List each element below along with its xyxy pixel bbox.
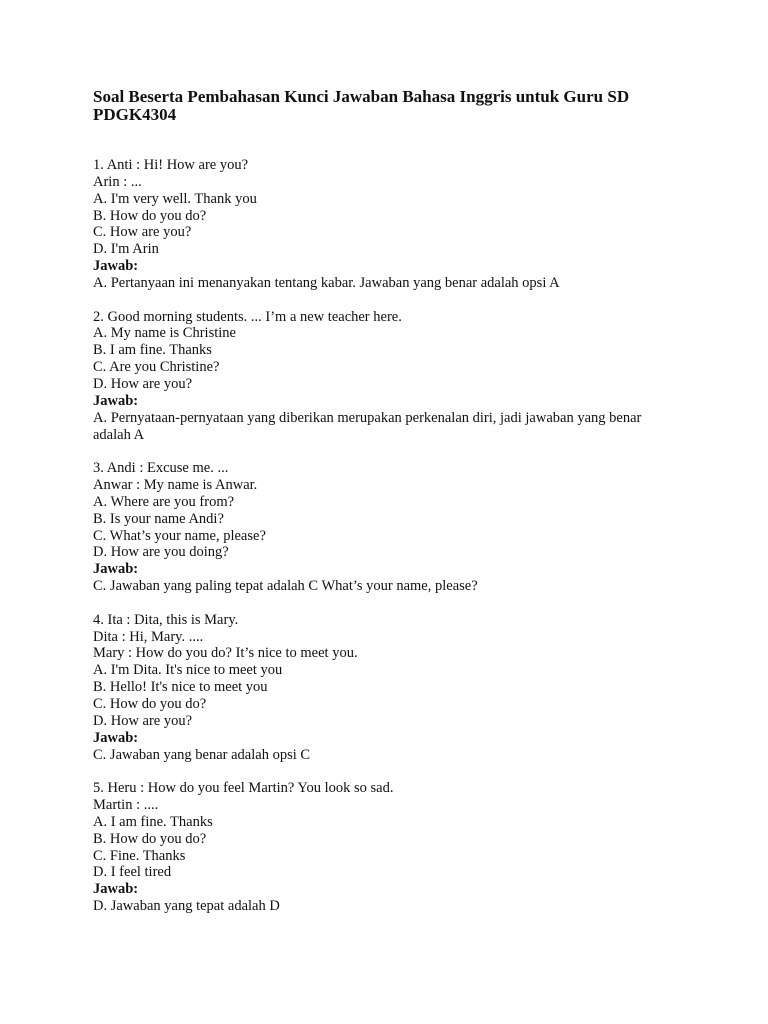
question-line: D. How are you doing? xyxy=(93,544,229,561)
question-line: B. How do you do? xyxy=(93,830,207,847)
answer-label: Jawab: xyxy=(93,258,139,275)
question-text: 5. Heru : How do you feel Martin? You look so sad. xyxy=(93,780,394,797)
answer-text: C. Jawaban yang paling tepat adalah C What’s your name, please? xyxy=(93,578,478,595)
questions-list xyxy=(93,157,653,932)
question-line: B. How do you do? xyxy=(93,207,207,224)
question-text: 4. Ita : Dita, this is Mary. xyxy=(93,611,239,628)
question-text: 2. Good morning students. ... I’m a new teacher here. xyxy=(93,308,402,325)
question-text: 3. Andi : Excuse me. ... xyxy=(93,460,229,477)
question-line: Arin : ... xyxy=(93,173,142,190)
question-5 xyxy=(93,780,653,915)
question-1 xyxy=(93,157,653,292)
question-line: B. Is your name Andi? xyxy=(93,510,224,527)
question-line: B. Hello! It's nice to meet you xyxy=(93,679,268,696)
question-line: Anwar : My name is Anwar. xyxy=(93,477,258,494)
answer-text: A. Pertanyaan ini menanyakan tentang kabar. Jawaban yang benar adalah opsi A xyxy=(93,274,560,291)
question-line: A. I'm very well. Thank you xyxy=(93,190,257,207)
question-3 xyxy=(93,460,653,595)
answer-label: Jawab: xyxy=(93,881,139,898)
answer-label: Jawab: xyxy=(93,392,139,409)
question-line: D. I'm Arin xyxy=(93,241,159,258)
answer-text: C. Jawaban yang benar adalah opsi C xyxy=(93,746,311,763)
question-line: C. Fine. Thanks xyxy=(93,847,186,864)
question-line: C. How are you? xyxy=(93,224,192,241)
question-line: A. I'm Dita. It's nice to meet you xyxy=(93,662,283,679)
answer-text: D. Jawaban yang tepat adalah D xyxy=(93,898,280,915)
question-line: C. What’s your name, please? xyxy=(93,527,266,544)
question-line: A. I am fine. Thanks xyxy=(93,813,213,830)
question-2 xyxy=(93,309,653,444)
question-4 xyxy=(93,612,653,764)
question-line: C. Are you Christine? xyxy=(93,359,220,376)
answer-label: Jawab: xyxy=(93,561,139,578)
question-text: 1. Anti : Hi! How are you? xyxy=(93,157,249,173)
question-line: Martin : .... xyxy=(93,797,159,814)
question-line: B. I am fine. Thanks xyxy=(93,342,212,359)
question-line: D. I feel tired xyxy=(93,864,172,881)
answer-label: Jawab: xyxy=(93,729,139,746)
question-line: C. How do you do? xyxy=(93,696,207,712)
question-line: A. My name is Christine xyxy=(93,325,236,342)
question-line: D. How are you? xyxy=(93,375,193,392)
question-line: Dita : Hi, Mary. .... xyxy=(93,628,204,645)
question-line: D. How are you? xyxy=(93,712,193,729)
answer-text: A. Pernyataan-pernyataan yang diberikan merupakan perkenalan diri, jadi jawaban yang benar adalah A xyxy=(93,409,642,443)
document-title: Soal Beserta Pembahasan Kunci Jawaban Bahasa Inggris untuk Guru SD PDGK4304 xyxy=(93,87,630,124)
question-line: Mary : How do you do? It’s nice to meet you. xyxy=(93,645,358,662)
question-line: A. Where are you from? xyxy=(93,493,235,510)
